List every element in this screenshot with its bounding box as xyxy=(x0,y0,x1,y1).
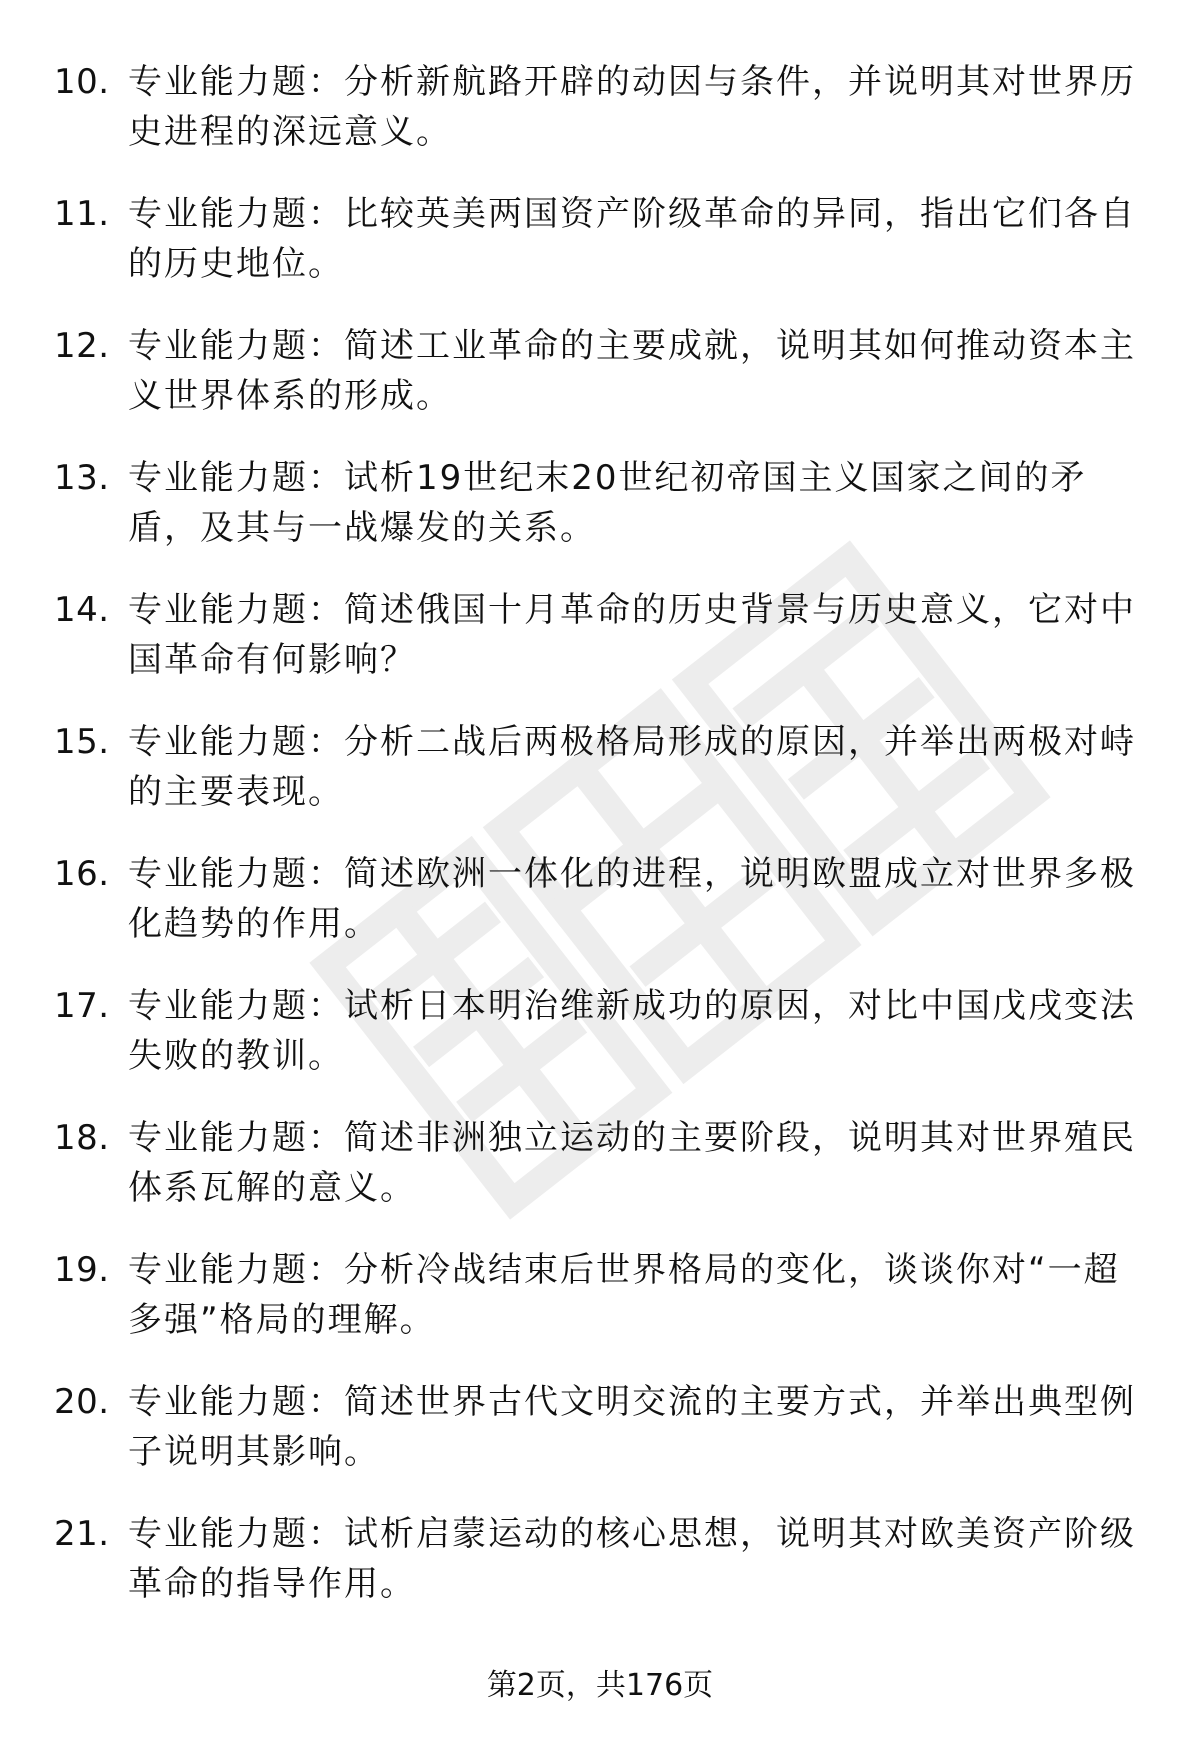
page-number-footer: 第2页，共176页 xyxy=(486,1668,714,1703)
question-item xyxy=(0,321,1200,453)
question-text: 专业能力题：分析二战后两极格局形成的原因，并举出两极对峙的主要表现。 xyxy=(128,722,1136,812)
question-item xyxy=(0,1509,1200,1641)
question-text: 专业能力题：试析日本明治维新成功的原因，对比中国戊戌变法失败的教训。 xyxy=(128,986,1136,1076)
question-number: 18. xyxy=(54,1118,110,1158)
question-list xyxy=(0,57,1200,1641)
question-item xyxy=(0,453,1200,585)
question-number: 12. xyxy=(54,326,110,366)
question-number: 19. xyxy=(54,1250,110,1290)
question-number: 13. xyxy=(54,458,110,498)
question-number: 21. xyxy=(54,1514,110,1554)
question-item xyxy=(0,1245,1200,1377)
question-text: 专业能力题：简述俄国十月革命的历史背景与历史意义，它对中国革命有何影响？ xyxy=(128,590,1136,680)
question-text: 专业能力题：分析新航路开辟的动因与条件，并说明其对世界历史进程的深远意义。 xyxy=(128,62,1136,152)
question-text: 专业能力题：简述欧洲一体化的进程，说明欧盟成立对世界多极化趋势的作用。 xyxy=(128,854,1136,944)
question-text: 专业能力题：简述非洲独立运动的主要阶段，说明其对世界殖民体系瓦解的意义。 xyxy=(128,1118,1136,1208)
question-item xyxy=(0,189,1200,321)
question-number: 17. xyxy=(54,986,110,1026)
question-number: 10. xyxy=(54,62,110,102)
question-text: 专业能力题：试析启蒙运动的核心思想，说明其对欧美资产阶级革命的指导作用。 xyxy=(128,1514,1136,1604)
question-number: 11. xyxy=(54,194,110,234)
question-item xyxy=(0,849,1200,981)
question-number: 16. xyxy=(54,854,110,894)
question-item xyxy=(0,57,1200,189)
question-text: 专业能力题：分析冷战结束后世界格局的变化，谈谈你对“一超多强”格局的理解。 xyxy=(128,1250,1120,1340)
question-text: 专业能力题：试析19世纪末20世纪初帝国主义国家之间的矛盾，及其与一战爆发的关系。 xyxy=(128,458,1087,548)
question-number: 14. xyxy=(54,590,110,630)
question-text: 专业能力题：简述世界古代文明交流的主要方式，并举出典型例子说明其影响。 xyxy=(128,1382,1136,1472)
question-item xyxy=(0,585,1200,717)
question-item xyxy=(0,1113,1200,1245)
question-text: 专业能力题：比较英美两国资产阶级革命的异同，指出它们各自的历史地位。 xyxy=(128,194,1136,284)
question-item xyxy=(0,717,1200,849)
question-item xyxy=(0,981,1200,1113)
question-item xyxy=(0,1377,1200,1509)
question-number: 20. xyxy=(54,1382,110,1422)
question-number: 15. xyxy=(54,722,110,762)
question-text: 专业能力题：简述工业革命的主要成就，说明其如何推动资本主义世界体系的形成。 xyxy=(128,326,1136,416)
